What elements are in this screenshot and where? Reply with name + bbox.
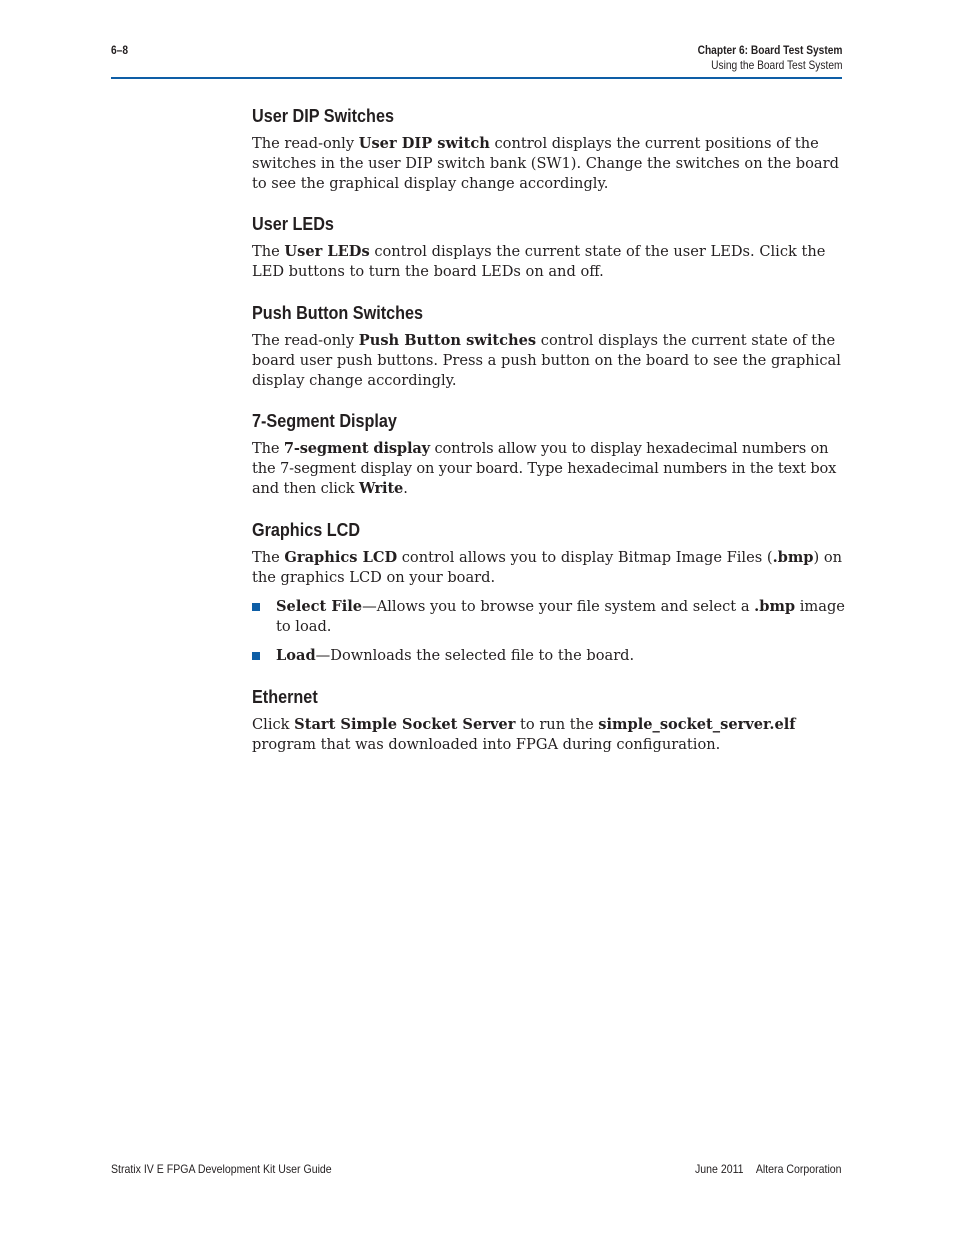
chapter-title: Chapter 6: Board Test System [697, 43, 842, 57]
section-heading: Push Button Switches [252, 302, 424, 323]
section-paragraph: The User LEDs control displays the current state of the user LEDs. Click the LED buttons to turn the board LEDs on and off. [252, 243, 826, 281]
section-user-leds [252, 213, 852, 282]
footer-document-title: Stratix IV E FPGA Development Kit User Guide [111, 1162, 332, 1176]
section-heading: Ethernet [252, 686, 318, 707]
header-rule [111, 77, 842, 79]
section-push-button-switches [252, 302, 852, 390]
section-ethernet [252, 686, 852, 755]
bullet-list [252, 597, 852, 665]
section-graphics-lcd [252, 519, 852, 666]
section-paragraph: The 7-segment display controls allow you to display hexadecimal numbers on the 7-segment display on your board. Type hexadecimal numbers in the text box and then click Write. [252, 440, 837, 497]
main-content [252, 105, 852, 774]
list-item: Load—Downloads the selected file to the board. [252, 646, 852, 666]
square-bullet-icon [252, 603, 260, 611]
section-heading: User LEDs [252, 214, 334, 235]
section-heading: User DIP Switches [252, 106, 394, 126]
section-user-dip-switches [252, 105, 852, 193]
section-paragraph: The read-only Push Button switches control displays the current state of the board user push buttons. Press a push button on the board to see the graphical display change accordingly. [252, 331, 841, 389]
section-heading: Graphics LCD [252, 519, 361, 540]
page-number: 6–8 [111, 43, 129, 57]
running-header [697, 43, 842, 73]
list-item: Select File—Allows you to browse your file system and select a .bmp image to load. [252, 597, 852, 637]
section-title: Using the Board Test System [710, 58, 842, 72]
section-heading: 7-Segment Display [252, 411, 397, 432]
square-bullet-icon [252, 652, 260, 660]
section-paragraph: The Graphics LCD control allows you to display Bitmap Image Files (.bmp) on the graphics LCD on your board. [252, 548, 843, 586]
footer-date: June 2011 [695, 1162, 744, 1176]
section-paragraph: Click Start Simple Socket Server to run the simple_socket_server.elf program that was downloaded into FPGA during configuration. [252, 715, 796, 753]
section-7-segment-display [252, 410, 852, 498]
section-paragraph: The read-only User DIP switch control displays the current positions of the switches in the user DIP switch bank (SW1). Change the switches on the board to see the graphical display change accordingly. [252, 135, 839, 192]
footer-info [695, 1162, 842, 1176]
footer-company: Altera Corporation [756, 1162, 842, 1176]
